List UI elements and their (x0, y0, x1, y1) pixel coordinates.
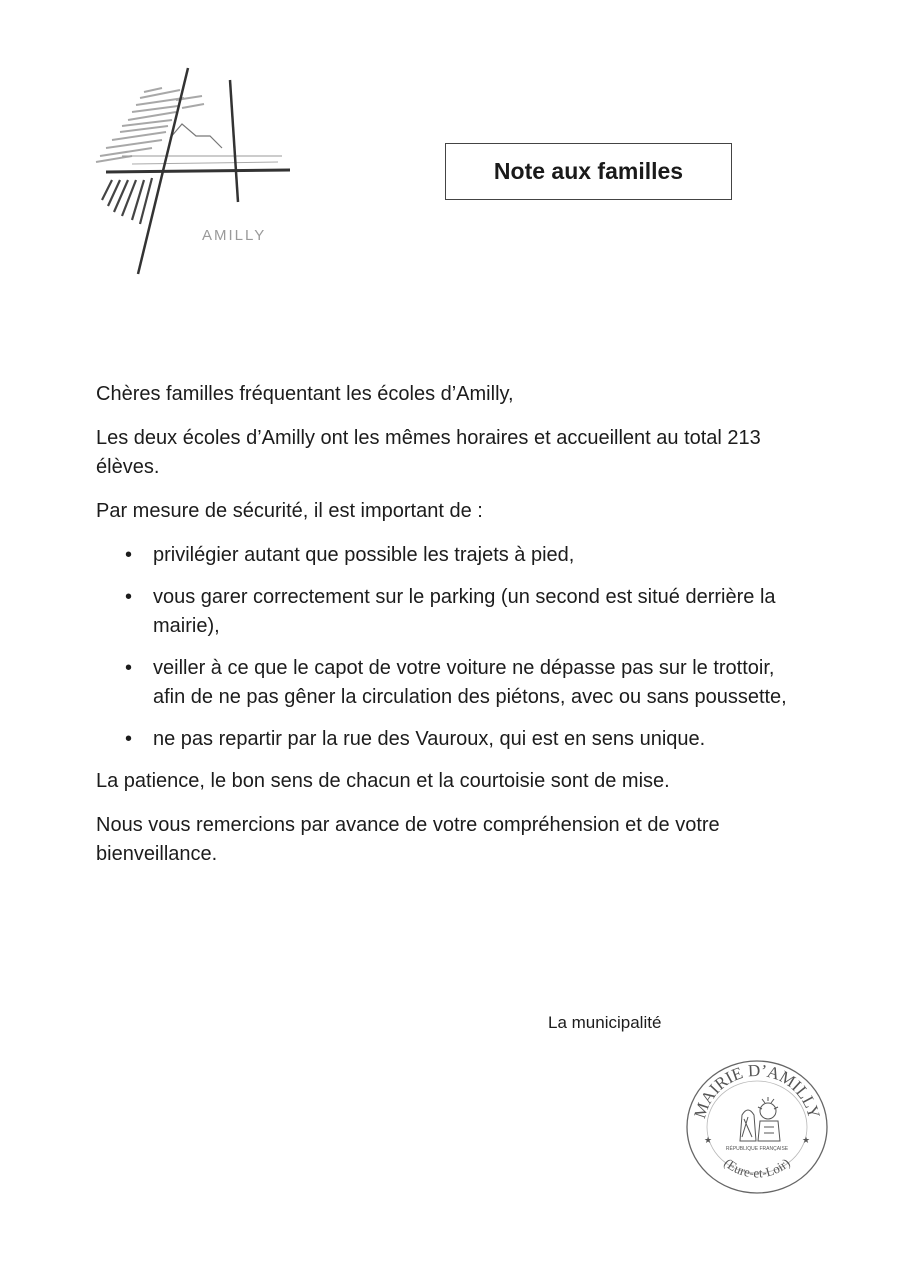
intro-paragraph: Les deux écoles d’Amilly ont les mêmes horaires et accueillent au total 213 élèves. (96, 427, 761, 478)
stamp-banner-text: RÉPUBLIQUE FRANÇAISE (725, 1146, 789, 1152)
lead-paragraph: Par mesure de sécurité, il est important de : (96, 500, 483, 522)
list-item-text: ne pas repartir par la rue des Vauroux, qui est en sens unique. (153, 728, 706, 750)
emblem-icon (740, 1097, 780, 1141)
star-icon: ★ (704, 1135, 713, 1145)
list-item (96, 541, 796, 570)
greeting: Chères familles fréquentant les écoles d’Amilly, (96, 383, 514, 405)
star-icon: ★ (802, 1135, 811, 1145)
logo-caption: AMILLY (202, 227, 267, 244)
mairie-stamp (682, 1057, 832, 1197)
list-item-text: veiller à ce que le capot de votre voiture ne dépasse pas sur le trottoir, afin de ne pas gêner la circulation des piétons, avec ou sans poussette, (153, 657, 787, 708)
thanks-paragraph: Nous vous remercions par avance de votre compréhension et de votre bienveillance. (96, 814, 720, 865)
list-item-text: privilégier autant que possible les trajets à pied, (153, 544, 575, 566)
list-item (96, 583, 796, 641)
bullet-icon: • (125, 728, 133, 750)
list-item-text: vous garer correctement sur le parking (un second est situé derrière la mairie), (153, 586, 776, 637)
amilly-logo (92, 60, 302, 280)
safety-list (96, 541, 796, 754)
bullet-icon: • (125, 657, 133, 679)
bullet-icon: • (125, 544, 133, 566)
stamp-bottom-text: (Eure-et-Loir) (721, 1155, 793, 1181)
patience-paragraph: La patience, le bon sens de chacun et la courtoisie sont de mise. (96, 770, 670, 792)
stamp-top-text: MAIRIE D’AMILLY (690, 1060, 824, 1121)
page-title: Note aux familles (493, 158, 684, 184)
title-box (445, 143, 732, 200)
list-item (96, 725, 796, 754)
list-item (96, 654, 796, 712)
letter-body (96, 380, 796, 884)
bullet-icon: • (125, 586, 133, 608)
signature: La municipalité (548, 1013, 662, 1032)
